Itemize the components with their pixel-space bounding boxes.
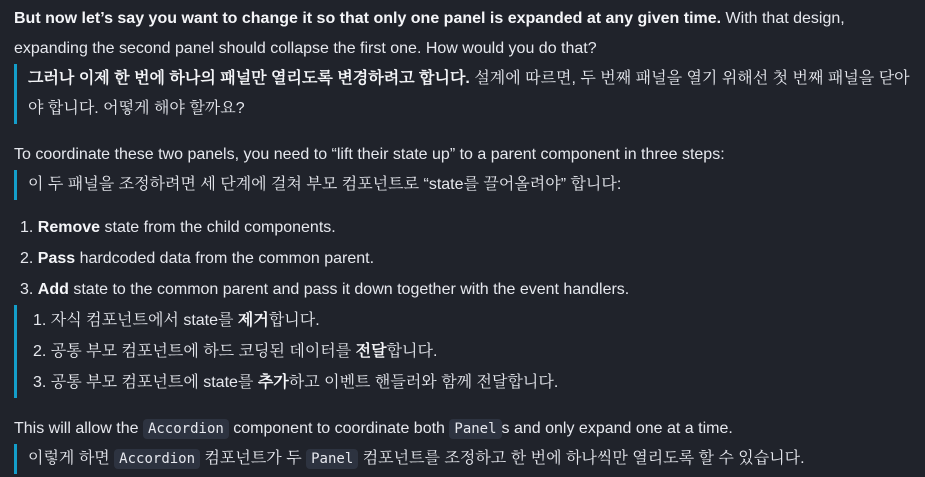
intro-rest: With that design, expanding the second panel should collapse the first one. How would you do that? [14, 10, 845, 57]
coordinate-translation [14, 170, 911, 200]
accordion-code-ko: Accordion [114, 449, 200, 469]
steps-translation [14, 305, 911, 398]
list-item: 3. 공통 부모 컴포넌트에 state를 추가하고 이벤트 핸들러와 함께 전달합니다. [33, 374, 559, 391]
closing-translation: 이렇게 하면 Accordion 컴포넌트가 두 Panel 컴포넌트를 조정하고 한 번에 하나씩만 열리도록 할 수 있습니다. [14, 444, 911, 474]
coordinate-paragraph: To coordinate these two panels, you need to “lift their state up” to a parent component in three steps: [14, 146, 725, 163]
intro-paragraph [14, 4, 911, 64]
steps-list-ko [28, 305, 911, 398]
steps-list [14, 212, 911, 305]
accordion-code: Accordion [143, 419, 229, 439]
intro-ko-bold: 그러나 이제 한 번에 하나의 패널만 열리도록 변경하려고 합니다. [28, 70, 470, 87]
closing-paragraph: This will allow the Accordion component to coordinate both Panel s and only expand one at a time. [14, 420, 733, 437]
intro-bold: But now let’s say you want to change it so that only one panel is expanded at any given time. [14, 10, 722, 27]
coordinate-ko: 이 두 패널을 조정하려면 세 단계에 걸쳐 부모 컴포넌트로 “state를 끌어올려야” 합니다: [28, 176, 622, 193]
list-item: 1. 자식 컴포넌트에서 state를 제거합니다. [33, 312, 320, 329]
panel-code: Panel [449, 419, 501, 439]
list-item: 1. Remove state from the child components. [20, 219, 336, 236]
panel-code-ko: Panel [306, 449, 358, 469]
list-item: 3. Add state to the common parent and pass it down together with the event handlers. [20, 281, 630, 298]
intro-translation [14, 64, 911, 124]
list-item: 2. 공통 부모 컴포넌트에 하드 코딩된 데이터를 전달합니다. [33, 343, 438, 360]
intro-ko-rest: 설계에 따르면, 두 번째 패널을 열기 위해선 첫 번째 패널을 닫아야 합니다. 어떻게 해야 할까요? [28, 70, 910, 117]
list-item: 2. Pass hardcoded data from the common parent. [20, 250, 375, 267]
